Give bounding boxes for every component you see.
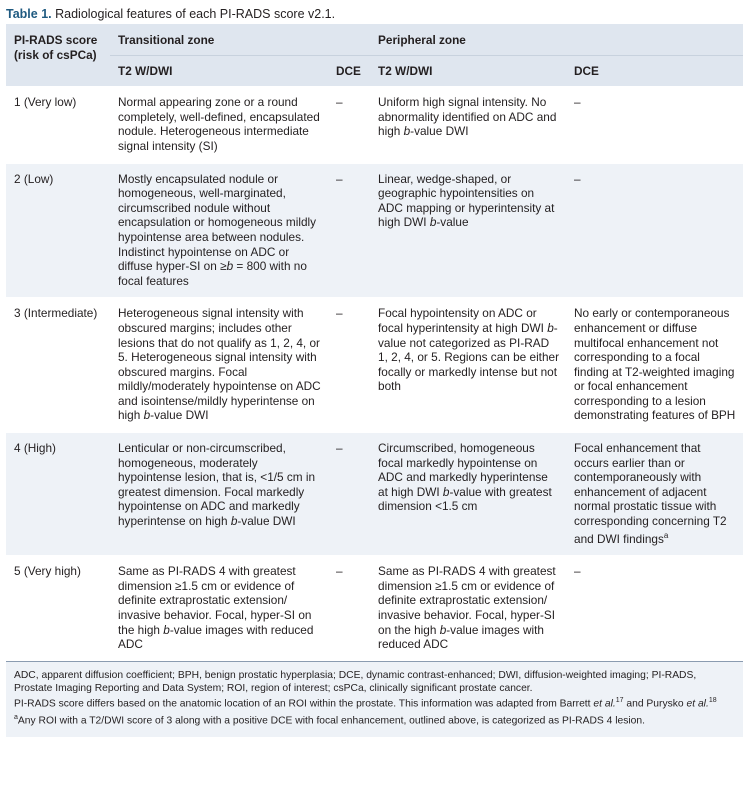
header-row-zones [6, 24, 743, 55]
pz-dce-cell [566, 433, 743, 556]
tz-t2-cell: Lenticular or non-circumscribed, homogeneous, moderately hypointense lesion, that is, <1/5 cm in greatest dimension. Focal markedly hypointense on ADC and markedly hyperintense on high b-value DWI [110, 433, 328, 556]
pz-t2-cell: Uniform high signal intensity. No abnormality identified on ADC and high b-value DWI [370, 87, 566, 163]
pz-t2-cell: Circumscribed, homogeneous focal markedly hypointense on ADC and markedly hyperintense at high DWI b-value with greatest dimension <1.5 cm [370, 433, 566, 556]
table-footnotes [6, 661, 743, 737]
tz-t2-cell: Heterogeneous signal intensity with obscured margins; includes other lesions that do not qualify as 1, 2, 4, or 5. Heterogeneous signal intensity with obscured margins. Focal mildly/moderately hypointense on ADC and isointense/mildly hyperintense on high b-value DWI [110, 298, 328, 433]
source-etal: et al. [686, 698, 709, 710]
header-row-sequences [6, 55, 743, 87]
pz-dce-cell: – [566, 556, 743, 661]
source-ref: 17 [615, 697, 624, 705]
pz-dce-text: Focal enhancement that occurs earlier than or contemporaneously with enhancement of adjacent normal prostatic tissue with corresponding concerning T2 and DWI findings [574, 441, 727, 546]
source-ref: 18 [708, 697, 717, 705]
tz-t2-cell: Same as PI-RADS 4 with greatest dimension ≥1.5 cm or evidence of definite extraprostatic extension/ invasive behavior. Focal, hyper-SI on the high b-value images with reduced ADC [110, 556, 328, 661]
pz-dce-cell: No early or contemporaneous enhancement or diffuse multifocal enhancement not corresponding to a focal finding at T2-weighted imaging or focal enhancement corresponding to a lesion demonstrating features of BPH [566, 298, 743, 433]
table-row [6, 433, 743, 556]
table-row [6, 163, 743, 298]
tz-t2-cell: Normal appearing zone or a round completely, well-defined, encapsulated nodule. Heterogeneous intermediate signal intensity (SI) [110, 87, 328, 163]
header-tz-t2-dwi: T2 W/DWI [110, 55, 328, 87]
table-row [6, 556, 743, 661]
tz-dce-cell: – [328, 433, 370, 556]
tz-t2-cell: Mostly encapsulated nodule or homogeneous, well-marginated, circumscribed nodule without encapsulation or homogeneous mildly hypointense area between nodules. Indistinct hypointense on ADC or diffuse hyper-SI on ≥b = 800 with no focal features [110, 163, 328, 298]
header-tz-dce: DCE [328, 55, 370, 87]
footnote-a [14, 712, 735, 728]
source-text: PI-RADS score differs based on the anatomic location of an ROI within the prostate. This information was adapted from Barrett [14, 698, 594, 710]
table-title: Radiological features of each PI-RADS score v2.1. [55, 7, 336, 21]
tz-dce-cell: – [328, 163, 370, 298]
footnote-a-text: Any ROI with a T2/DWI score of 3 along with a positive DCE with focal enhancement, outlined above, is categorized as PI-RADS 4 lesion. [17, 714, 645, 726]
header-transitional-zone: Transitional zone [110, 24, 370, 55]
header-peripheral-zone: Peripheral zone [370, 24, 743, 55]
footnote-source [14, 695, 735, 711]
score-cell: 5 (Very high) [6, 556, 110, 661]
source-text: and Purysko [623, 698, 687, 710]
pz-t2-cell: Same as PI-RADS 4 with greatest dimension ≥1.5 cm or evidence of definite extraprostatic extension/ invasive behavior. Focal, hyper-SI on the high b-value images with reduced ADC [370, 556, 566, 661]
table-row [6, 87, 743, 163]
score-cell: 3 (Intermediate) [6, 298, 110, 433]
table-row [6, 298, 743, 433]
tz-dce-cell: – [328, 556, 370, 661]
table-caption [6, 6, 335, 22]
score-cell: 4 (High) [6, 433, 110, 556]
table-label: Table 1. [6, 7, 52, 21]
tz-dce-cell: – [328, 87, 370, 163]
source-etal: et al. [593, 698, 616, 710]
header-score: PI-RADS score (risk of csPCa) [6, 24, 110, 87]
pi-rads-table [6, 24, 743, 661]
pz-t2-cell: Linear, wedge-shaped, or geographic hypointensities on ADC mapping or hyperintensity at high DWI b-value [370, 163, 566, 298]
header-pz-t2-dwi: T2 W/DWI [370, 55, 566, 87]
score-cell: 1 (Very low) [6, 87, 110, 163]
tz-dce-cell: – [328, 298, 370, 433]
footnote-marker: a [663, 530, 669, 540]
pz-dce-cell: – [566, 163, 743, 298]
pz-dce-cell: – [566, 87, 743, 163]
score-cell: 2 (Low) [6, 163, 110, 298]
footnote-marker: a [14, 713, 18, 721]
table-container [6, 24, 743, 737]
header-pz-dce: DCE [566, 55, 743, 87]
footnote-abbreviations: ADC, apparent diffusion coefficient; BPH, benign prostatic hyperplasia; DCE, dynamic contrast-enhanced; DWI, diffusion-weighted imaging; PI-RADS, Prostate Imaging Reporting and Data System; ROI, region of interest; csPCa, clinically significant prostate cancer. [14, 669, 697, 694]
pz-t2-cell: Focal hypointensity on ADC or focal hyperintensity at high DWI b-value not categorized as PI-RAD 1, 2, 4, or 5. Regions can be either focally or markedly intense but not both [370, 298, 566, 433]
